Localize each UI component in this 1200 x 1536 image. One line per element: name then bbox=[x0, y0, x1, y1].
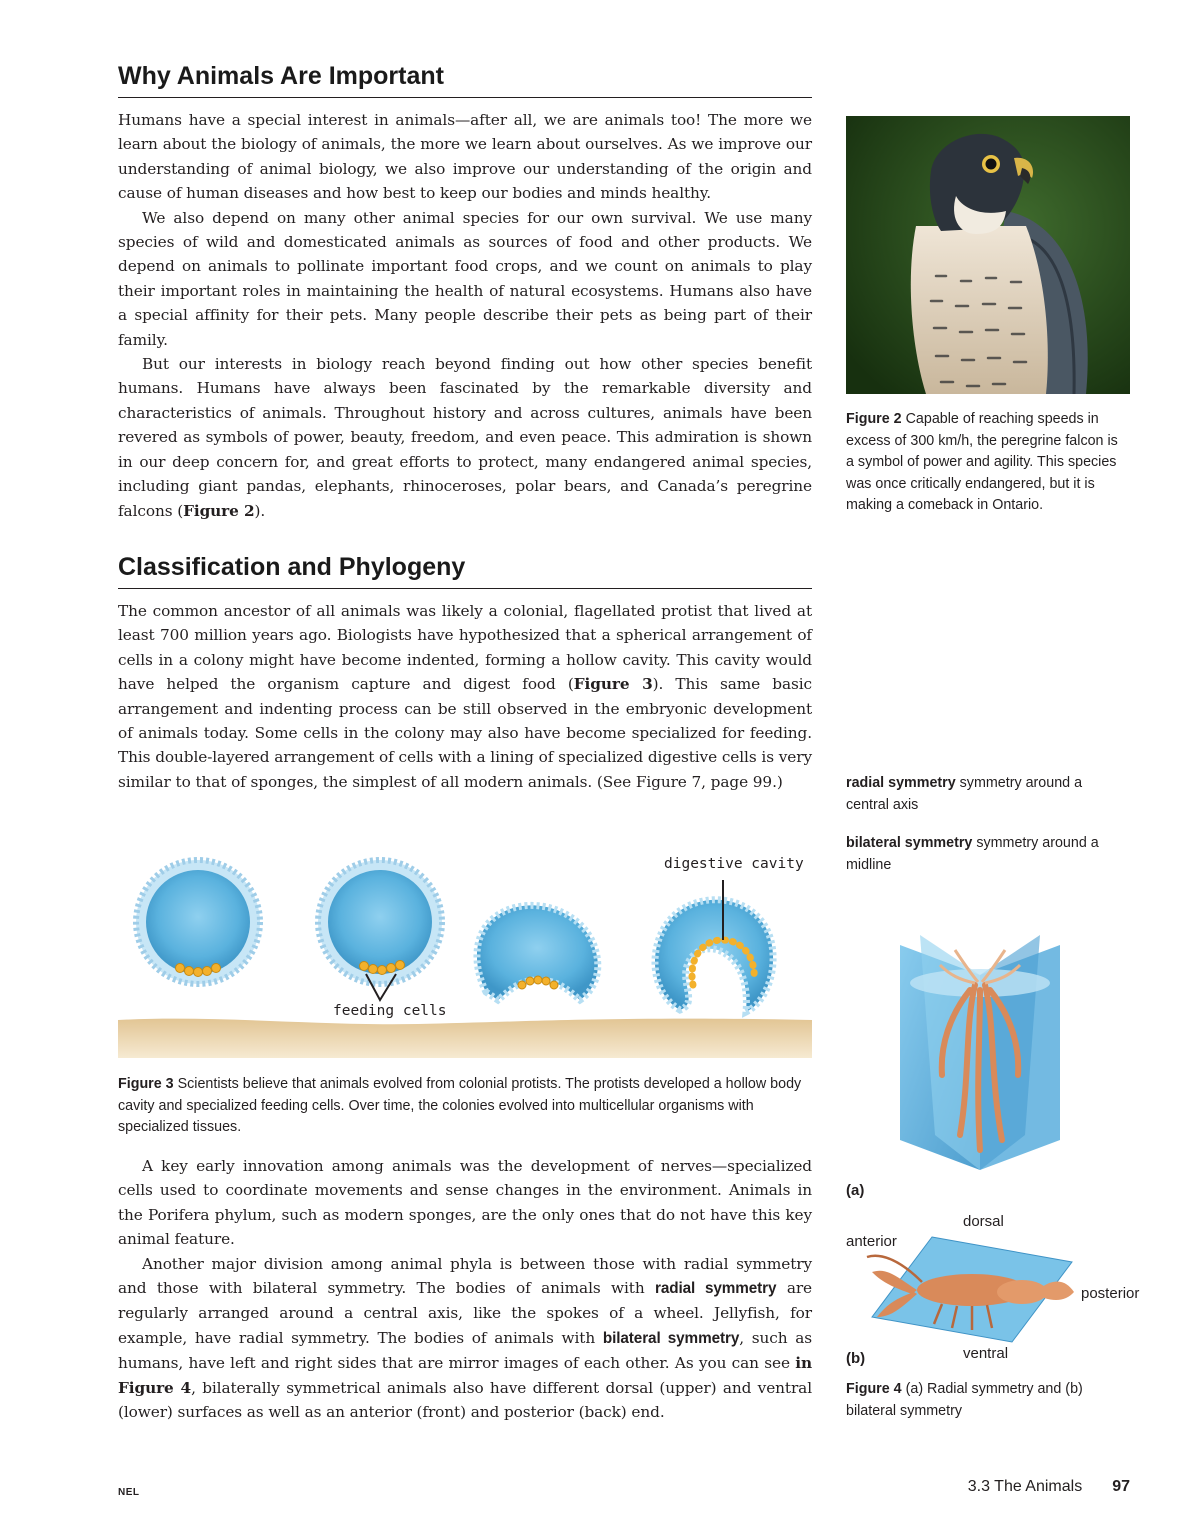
label-dorsal: dorsal bbox=[963, 1213, 1004, 1230]
paragraph: Humans have a special interest in animals—after all, we are animals too! The more we learn about the biology of animals, the more we learn about ourselves. As we improve our understanding of animal biology, we also improve our understanding of the origin and cause of human diseases and how best to keep our bodies and minds healthy. bbox=[118, 111, 812, 203]
figure-ref: in Figure 4 bbox=[118, 1354, 812, 1397]
section1-body bbox=[118, 108, 812, 523]
glossary-term: bilateral symmetry bbox=[846, 835, 973, 851]
section2-body-continued bbox=[118, 1154, 812, 1424]
figure-4b-crayfish bbox=[862, 1232, 1082, 1347]
paragraph: A key early innovation among animals was the development of nerves—specialized cells used to coordinate movements and sense changes in the environment. Animals in the Porifera phylum, such as modern sponges, are the only ones that do not have this key animal feature. bbox=[118, 1157, 812, 1249]
glossary-term: radial symmetry bbox=[654, 1280, 777, 1298]
paragraph: But our interests in biology reach beyond finding out how other species benefit humans. Humans have always been fascinated by the remarkable diversity and characteristics of animals. Throughout history and across cultures, animals have been revered as symbols of power, beauty, freedom, and even peace. This admiration is shown in our deep concern for, and great efforts to protect, many endangered animal species, including giant pandas, elephants, rhinoceroses, polar bears, and Canada’s peregrine falcons (Figure 2). bbox=[118, 355, 812, 520]
caption-label: Figure 4 bbox=[846, 1381, 902, 1397]
section2-body bbox=[118, 599, 812, 794]
falcon-photo bbox=[846, 116, 1130, 394]
publisher-mark: NEL bbox=[118, 1487, 140, 1498]
page-footer bbox=[968, 1478, 1130, 1496]
glossary-bilateral bbox=[846, 833, 1128, 876]
figure-2-caption bbox=[846, 409, 1128, 517]
caption-label: Figure 2 bbox=[846, 411, 902, 427]
caption-text: Scientists believe that animals evolved from colonial protists. The protists developed a hollow body cavity and specialized feeding cells. Over time, the colonies evolved into multicellular organisms with specialized tissues. bbox=[118, 1076, 802, 1135]
colony-diagram bbox=[118, 840, 812, 1065]
figure-ref: Figure 3 bbox=[573, 675, 653, 694]
figure-4-part-a: (a) bbox=[846, 1182, 865, 1199]
figure-3-caption bbox=[118, 1074, 812, 1139]
figure-4-part-b: (b) bbox=[846, 1350, 866, 1367]
caption-text: Capable of reaching speeds in excess of 300 km/h, the peregrine falcon is a symbol of power and agility. This species was once critically endangered, but it is making a comeback in Ontario. bbox=[846, 411, 1118, 513]
page-number: 97 bbox=[1112, 1478, 1130, 1495]
colony-stage-4 bbox=[655, 880, 773, 1012]
glossary-definition: symmetry around a midline bbox=[846, 835, 1099, 873]
colony-stage-1 bbox=[136, 860, 260, 984]
label-feeding-cells: feeding cells bbox=[333, 1003, 447, 1019]
glossary-term: radial symmetry bbox=[846, 775, 956, 791]
figure-4a-jellyfish bbox=[880, 935, 1080, 1175]
running-section-title: 3.3 The Animals bbox=[967, 1478, 1083, 1495]
colony-stage-3 bbox=[477, 905, 598, 1000]
glossary-definition: symmetry around a central axis bbox=[846, 775, 1083, 813]
glossary-radial bbox=[846, 773, 1128, 816]
figure-ref: Figure 2 bbox=[183, 501, 255, 520]
paragraph: We also depend on many other animal species for our own survival. We use many species of wild and domesticated animals as sources of food and other products. We depend on animals to pollinate important food crops, and we count on animals to play their important roles in maintaining the health of natural ecosystems. Humans also have a special affinity for their pets. Many people describe their pets as being part of their family. bbox=[118, 208, 812, 349]
heading-why-animals: Why Animals Are Important bbox=[118, 62, 812, 98]
main-column bbox=[118, 62, 812, 794]
sand-floor bbox=[118, 1019, 812, 1058]
heading-classification: Classification and Phylogeny bbox=[118, 553, 812, 589]
label-posterior: posterior bbox=[1081, 1285, 1140, 1302]
figure-4-caption bbox=[846, 1379, 1128, 1422]
paragraph: Another major division among animal phyla is between those with radial symmetry and those with bilateral symmetry. The bodies of animals with radial symmetry are regularly arranged around a central axis, like the spokes of a wheel. Jellyfish, for example, have radial symmetry. The bodies of animals with bilateral symmetry, such as humans, have left and right sides that are mirror images of each other. As you can see in Figure 4, bilaterally symmetrical animals also have different dorsal (upper) and ventral (lower) surfaces as well as an anterior (front) and posterior (back) end. bbox=[118, 1254, 813, 1422]
label-anterior: anterior bbox=[846, 1233, 897, 1250]
colony-stage-2 bbox=[318, 860, 442, 1000]
paragraph: The common ancestor of all animals was likely a colonial, flagellated protist that lived at least 700 million years ago. Biologists have hypothesized that a spherical arrangement of cells in a colony might have become indented, forming a hollow cavity. This cavity would have helped the organism capture and digest food (Figure 3). This same basic arrangement and indenting process can be still observed in the embryonic development of animals today. Some cells in the colony may also have become specialized for feeding. This double-layered arrangement of cells with a lining of specialized digestive cells is very similar to that of sponges, the simplest of all modern animals. (See Figure 7, page 99.) bbox=[118, 601, 813, 791]
caption-text: (a) Radial symmetry and (b) bilateral symmetry bbox=[846, 1381, 1083, 1419]
figure-3 bbox=[118, 840, 812, 1065]
glossary-term: bilateral symmetry bbox=[602, 1329, 740, 1347]
label-ventral: ventral bbox=[963, 1345, 1009, 1362]
caption-label: Figure 3 bbox=[118, 1076, 174, 1092]
label-digestive-cavity: digestive cavity bbox=[664, 856, 804, 872]
